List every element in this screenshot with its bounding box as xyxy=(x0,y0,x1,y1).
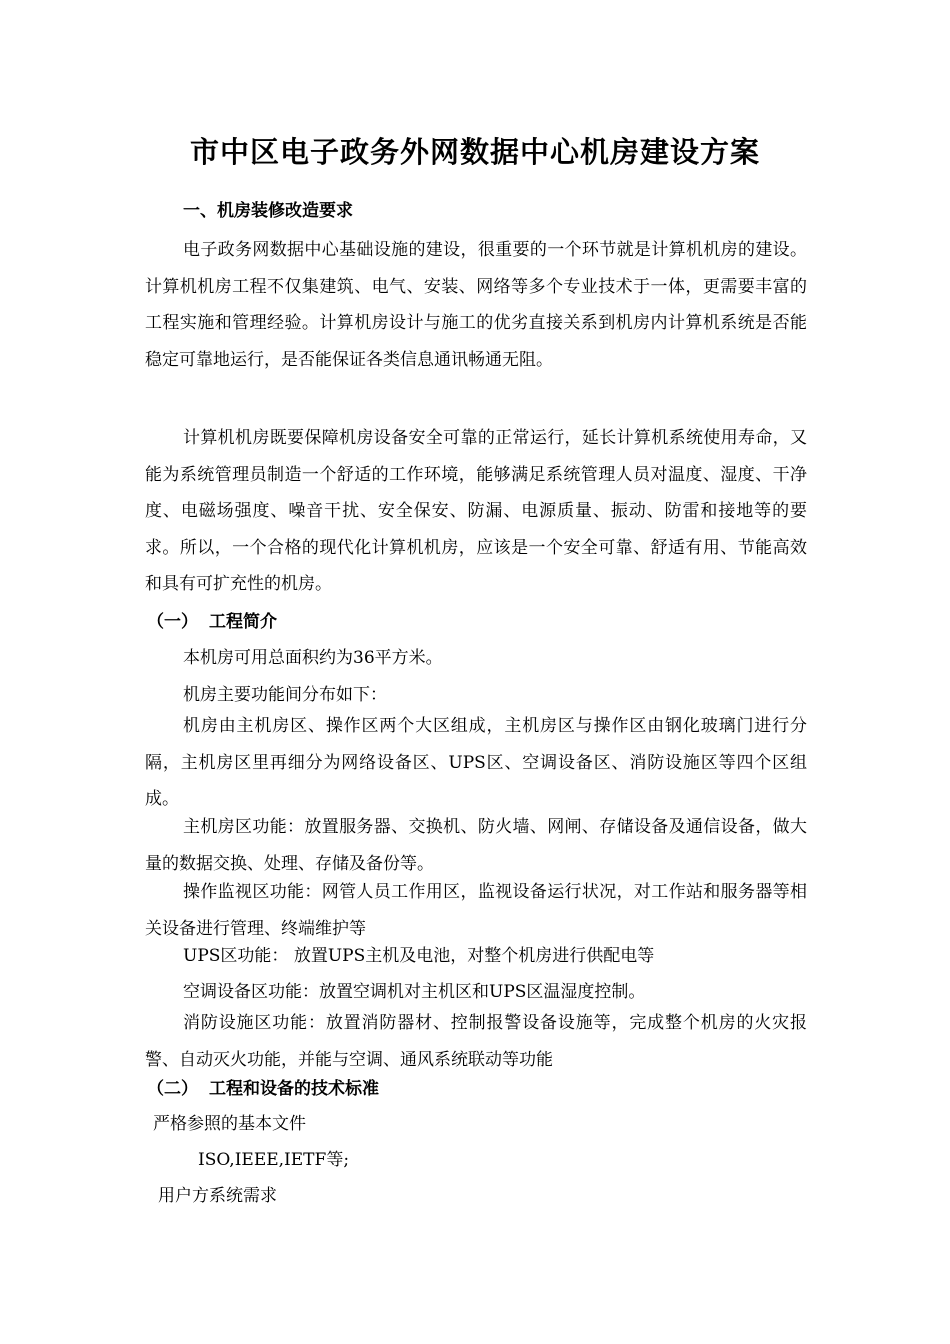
document-title: 市中区电子政务外网数据中心机房建设方案 xyxy=(189,135,760,169)
subsection-title: 工程简介 xyxy=(209,612,277,632)
subsection-title: 工程和设备的技术标准 xyxy=(209,1079,379,1099)
paragraph-layout: 机房由主机房区、操作区两个大区组成，主机房区与操作区由钢化玻璃门进行分隔，主机房区里再细分为网络设备区、UPS区、空调设备区、消防设施区等四个区组成。 xyxy=(145,716,807,809)
paragraph-requirements: 计算机机房既要保障机房设备安全可靠的正常运行，延长计算机系统使用寿命，又能为系统管理员制造一个舒适的工作环境，能够满足系统管理人员对温度、湿度、干净度、电磁场强度、噪音干扰、安全保安、防漏、电源质量、振动、防雷和接地等的要求。所以，一个合格的现代化计算机机房，应该是一个安全可靠、舒适有用、节能高效和具有可扩充性的机房。 xyxy=(145,428,807,594)
paragraph-ups-room: UPS区功能： 放置UPS主机及电池，对整个机房进行供配电等 xyxy=(183,946,655,966)
paragraph-fire-room: 消防设施区功能：放置消防器材、控制报警设备设施等，完成整个机房的火灾报警、自动灭火功能，并能与空调、通风系统联动等功能 xyxy=(145,1013,807,1070)
paragraph-ac-room: 空调设备区功能：放置空调机对主机区和UPS区温湿度控制。 xyxy=(183,982,646,1002)
paragraph-basis: 严格参照的基本文件 xyxy=(153,1114,306,1134)
subsection-heading-standards xyxy=(147,1077,379,1101)
paragraph-user-requirements: 用户方系统需求 xyxy=(158,1186,277,1206)
paragraph-infrastructure: 电子政务网数据中心基础设施的建设，很重要的一个环节就是计算机机房的建设。计算机机房工程不仅集建筑、电气、安装、网络等多个专业技术于一体，更需要丰富的工程实施和管理经验。计算机房设计与施工的优劣直接关系到机房内计算机系统是否能稳定可靠地运行，是否能保证各类信息通讯畅通无阻。 xyxy=(145,240,807,370)
subsection-number: （一） xyxy=(147,612,198,632)
paragraph-area: 本机房可用总面积约为36平方米。 xyxy=(183,648,443,668)
section-heading-renovation: 一、机房装修改造要求 xyxy=(183,201,353,221)
paragraph-layout-intro: 机房主要功能间分布如下： xyxy=(183,685,387,705)
paragraph-ops-room: 操作监视区功能：网管人员工作用区，监视设备运行状况，对工作站和服务器等相关设备进行管理、终端维护等 xyxy=(145,882,807,939)
paragraph-standards: ISO,IEEE,IETF等; xyxy=(198,1150,350,1170)
subsection-number: （二） xyxy=(147,1079,198,1099)
paragraph-main-room: 主机房区功能：放置服务器、交换机、防火墙、网闸、存储设备及通信设备，做大量的数据交换、处理、存储及备份等。 xyxy=(145,817,807,874)
subsection-heading-overview xyxy=(147,610,277,634)
